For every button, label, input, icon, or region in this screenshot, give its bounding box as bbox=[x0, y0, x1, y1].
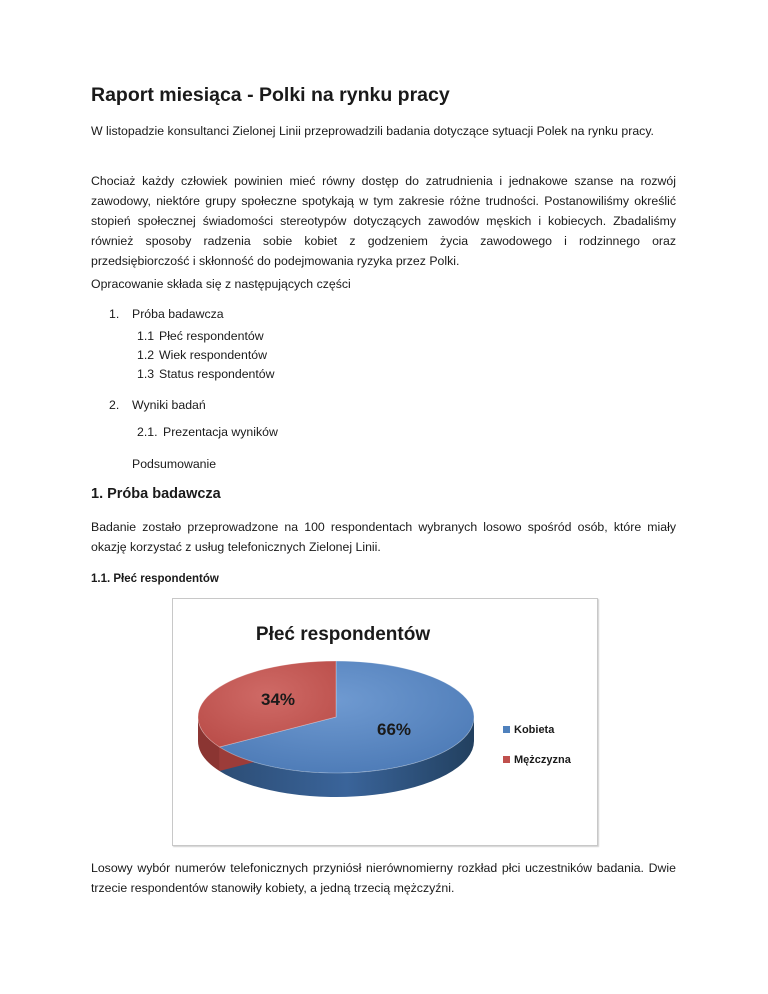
toc-sub-1-3-number: 1.3 bbox=[137, 367, 155, 381]
toc-item-2-number: 2. bbox=[109, 398, 120, 412]
toc-summary: Podsumowanie bbox=[132, 457, 217, 471]
toc-intro: Opracowanie składa się z następujących części bbox=[91, 277, 351, 291]
toc-sub-2-1-label: Prezentacja wyników bbox=[163, 425, 278, 439]
toc-sub-1-2-label: Wiek respondentów bbox=[159, 348, 267, 362]
pie-chart bbox=[172, 598, 598, 846]
pie-group bbox=[198, 661, 474, 797]
chart-title: Płeć respondentów bbox=[255, 624, 431, 645]
legend-label-1: Mężczyzna bbox=[514, 754, 571, 766]
legend-swatch-1 bbox=[503, 756, 510, 763]
section-1-text: Badanie zostało przeprowadzone na 100 respondentach wybranych losowo spośród osób, które miały okazję korzystać z usług telefonicznych Zielonej Linii. bbox=[91, 520, 676, 554]
legend-label-0: Kobieta bbox=[514, 724, 555, 736]
page-title: Raport miesiąca - Polki na rynku pracy bbox=[91, 84, 450, 106]
toc-item-2-label: Wyniki badań bbox=[132, 398, 206, 412]
toc-sub-1-2-number: 1.2 bbox=[137, 348, 155, 362]
chart-legend bbox=[503, 724, 572, 766]
toc-sub-1-1-label: Płeć respondentów bbox=[159, 329, 264, 343]
section-1-1-heading: 1.1. Płeć respondentów bbox=[91, 573, 219, 585]
closing-paragraph: Losowy wybór numerów telefonicznych przyniósł nierównomierny rozkład płci uczestników badania. Dwie trzecie respondentów stanowiły kobiety, a jedną trzecią mężczyźni. bbox=[91, 861, 676, 895]
data-label-0: 66% bbox=[376, 720, 412, 739]
pie-chart-canvas bbox=[173, 599, 597, 845]
intro-paragraph: W listopadzie konsultanci Zielonej Linii przeprowadzili badania dotyczące sytuacji Polek na rynku pracy. bbox=[91, 124, 654, 138]
data-label-1: 34% bbox=[260, 690, 296, 709]
toc-sub-1-1-number: 1.1 bbox=[137, 329, 155, 343]
section-1-heading: 1. Próba badawcza bbox=[91, 486, 221, 502]
toc-sub-2-1-number: 2.1. bbox=[137, 425, 158, 439]
toc-sub-1-3-label: Status respondentów bbox=[159, 367, 275, 381]
toc-item-1-number: 1. bbox=[109, 307, 120, 321]
context-paragraph: Chociaż każdy człowiek powinien mieć równy dostęp do zatrudnienia i jednakowe szanse na rozwój zawodowy, niektóre grupy społeczne spotykają w tym zakresie różne trudności. Postanowiliśmy określić stopień społecznej świadomości stereotypów dotyczących zawodów męskich i kobiecych. Zbadaliśmy również sposoby radzenia sobie kobiet z godzeniem życia zawodowego i rodzinnego oraz przedsiębiorczość i skłonność do podejmowania ryzyka przez Polki. bbox=[91, 174, 676, 268]
legend-swatch-0 bbox=[503, 726, 510, 733]
toc-item-1-label: Próba badawcza bbox=[132, 307, 224, 321]
